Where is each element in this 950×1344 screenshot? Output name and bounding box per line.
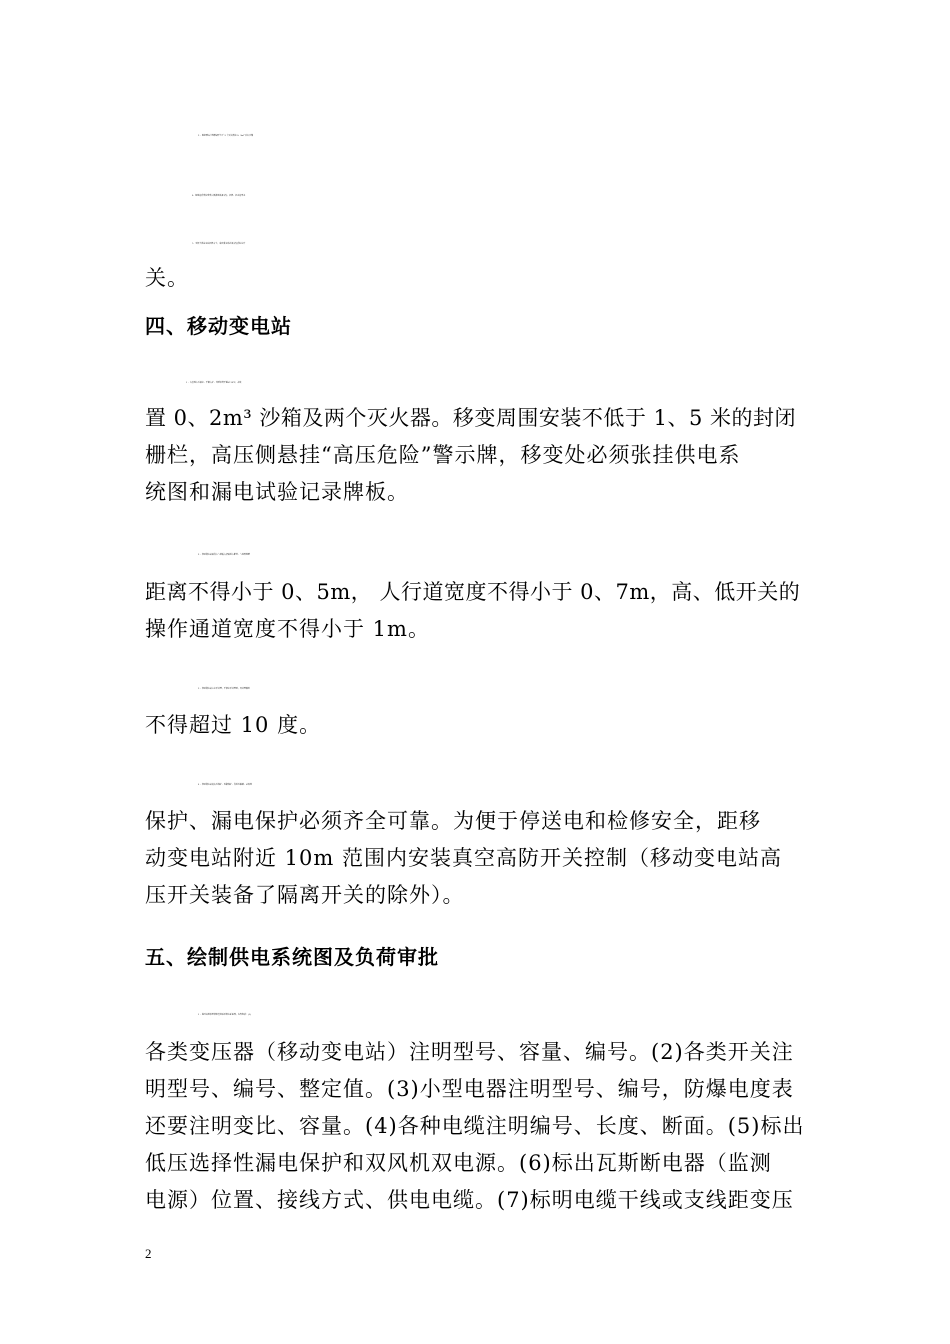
item-5-line1: 5、为便于停送电和检修安全，采区变电所必须安装高防总开 — [192, 243, 246, 245]
s4-p3-line1: 3 、移动变电站应水平放置，不能水平放置时，其放置倾角 — [198, 688, 250, 690]
s4-p2-line2: 距离不得小于 0、5m， 人行道宽度不得小于 0、7m，高、低开关的 — [145, 580, 801, 604]
s4-p1-line4: 统图和漏电试验记录牌板。 — [145, 480, 409, 504]
section-4-heading: 四、移动变电站 — [145, 314, 292, 338]
s4-p2-line3: 操作通道宽度不得小于 1m。 — [145, 617, 430, 641]
item-4: 4、峒室的高度和宽度应能满足设备安装、检修、检查的要求 — [192, 195, 246, 197]
s4-p4-line2: 保护、漏电保护必须齐全可靠。为便于停送电和检修安全，距移 — [145, 809, 761, 833]
s4-p4-line3: 动变电站附近 10m 范围内安装真空高防开关控制（移动变电站高 — [145, 846, 782, 870]
s5-p1-line4: 还要注明变比、容量。(4)各种电缆注明编号、长度、断面。(5)标出 — [145, 1114, 805, 1138]
s5-p1-line2: 各类变压器（移动变电站）注明型号、容量、编号。(2)各类开关注 — [145, 1040, 794, 1064]
s4-p1-line3: 栅栏，高压侧悬挂“高压危险”警示牌，移变处必须张挂供电系 — [145, 443, 741, 467]
item-3: 3 、峒室两头分别配备不少于 2 个灭火器和 0、2m³ 灭火沙箱 — [198, 135, 253, 137]
s5-p1-line6: 电源）位置、接线方式、供电电缆。(7)标明电缆干线或支线距变压 — [145, 1188, 794, 1212]
section-5-heading: 五、绘制供电系统图及负荷审批 — [145, 945, 439, 969]
s4-p4-line4: 压开关装备了隔离开关的除外）。 — [145, 883, 465, 907]
s4-p4-line1: 4 、移动变电站的欠压保护、短路保护、高低压联锁、过负荷 — [198, 784, 252, 786]
s5-p1-line5: 低压选择性漏电保护和双风机双电源。(6)标出瓦斯断电器（监测 — [145, 1151, 772, 1175]
item-5-line2: 关。 — [145, 266, 189, 290]
s5-p1-line3: 明型号、编号、整定值。(3)小型电器注明型号、编号，防爆电度表 — [145, 1077, 794, 1101]
s4-p3-line2: 不得超过 10 度。 — [145, 713, 322, 737]
s4-p2-line1: 2 、移动变电站最高点与顶板支架最低点距离、与周围巷壁 — [198, 554, 250, 556]
s4-p1-line1: 1 、安装地点无淋水、不燃支护、环境温度不超过 30℃，并设 — [186, 382, 242, 384]
s5-p1-line1: 1 、每月按标准用微机绘制采区供电系统图。内容包括：(1) — [198, 1014, 251, 1016]
s4-p1-line2: 置 0、2m³ 沙箱及两个灭火器。移变周围安装不低于 1、5 米的封闭 — [145, 406, 796, 430]
page-number: 2 — [145, 1246, 152, 1261]
